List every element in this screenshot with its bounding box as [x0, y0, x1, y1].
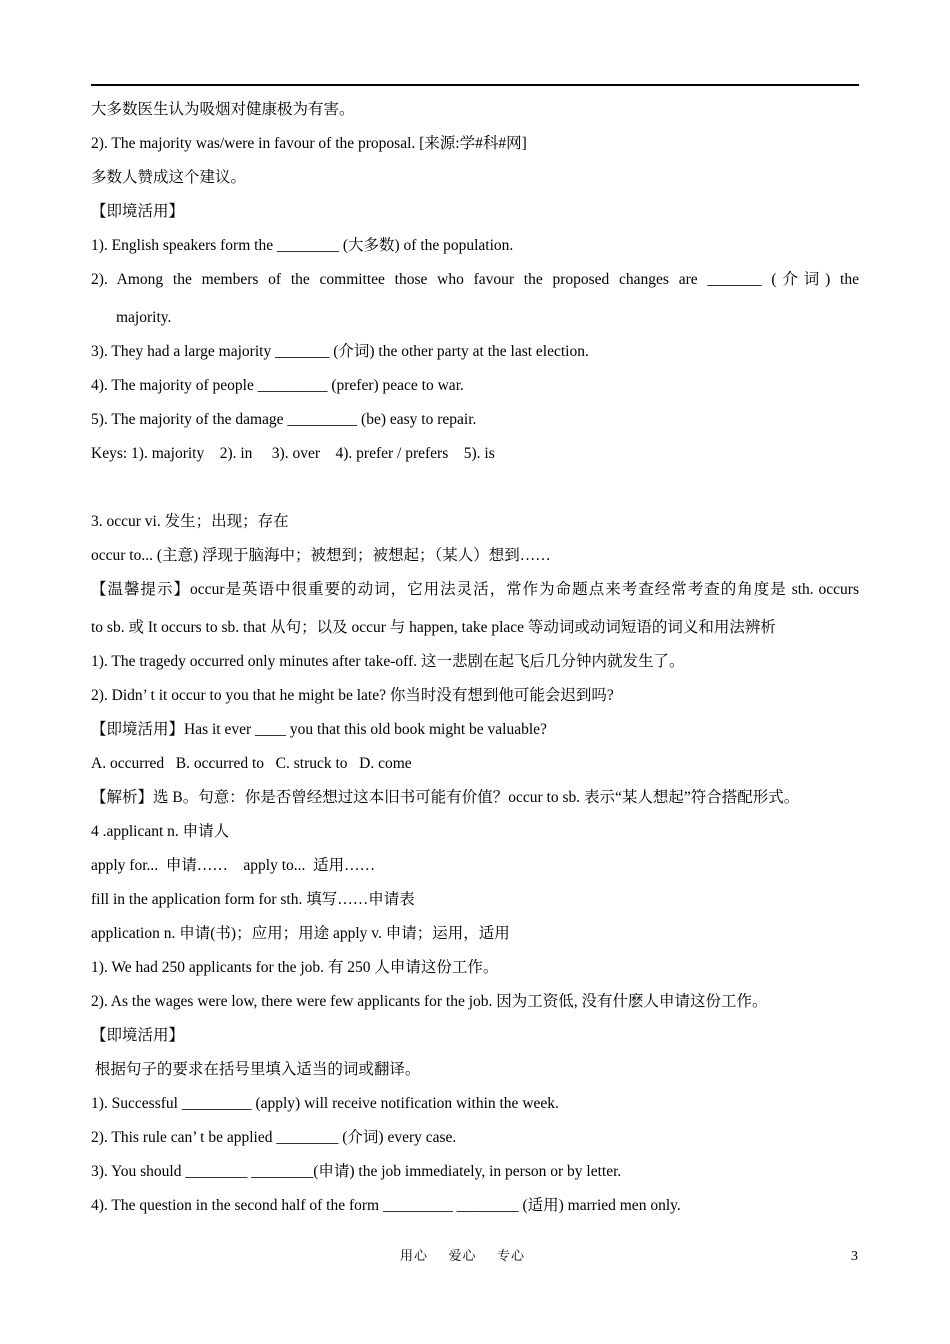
exercise-item: 4). The question in the second half of the form _________ ________ (适用) married men only.: [91, 1197, 681, 1214]
exercise-item: 2). This rule can’ t be applied ________ (介词) every case.: [91, 1129, 457, 1146]
section-heading: 【即境活用】: [91, 203, 185, 220]
exercise-item: 1). Successful _________ (apply) will receive notification within the week.: [91, 1095, 559, 1112]
text-line: 2). The majority was/were in favour of the proposal. [来源:学#科#网]: [91, 135, 527, 152]
example-sentence: 2). As the wages were low, there were few applicants for the job. 因为工资低, 没有什麽人申请这份工作。: [91, 993, 768, 1010]
page-number: 3: [851, 1249, 858, 1264]
exercise-item: 2). Among the members of the committee those who favour the proposed changes are _______ (介词) the: [91, 271, 859, 288]
section-heading: 【即境活用】: [91, 1027, 185, 1044]
exercise-item-continuation: majority.: [116, 309, 172, 326]
tip-line: to sb. 或 It occurs to sb. that 从句；以及 occur 与 happen, take place 等动词或动词短语的词义和用法辨析: [91, 619, 776, 636]
text-line: fill in the application form for sth. 填写……申请表: [91, 891, 415, 908]
page-body: [91, 97, 859, 1227]
blank-line: [91, 475, 859, 509]
text-line: 大多数医生认为吸烟对健康极为有害。: [91, 101, 355, 118]
header-rule: [91, 84, 859, 86]
exercise-item: 4). The majority of people _________ (prefer) peace to war.: [91, 377, 464, 394]
text-line: apply for... 申请…… apply to... 适用……: [91, 857, 376, 874]
example-sentence: 1). We had 250 applicants for the job. 有 250 人申请这份工作。: [91, 959, 499, 976]
vocab-heading: 4 .applicant n. 申请人: [91, 823, 230, 840]
text-line: occur to... (主意) 浮现于脑海中；被想到；被想起；（某人）想到……: [91, 547, 551, 564]
example-sentence: 1). The tragedy occurred only minutes after take-off. 这一悲剧在起飞后几分钟内就发生了。: [91, 653, 685, 670]
footer-motto: 用心 爱心 专心: [400, 1249, 526, 1264]
exercise-item: 1). English speakers form the ________ (大多数) of the population.: [91, 237, 514, 254]
tip-line: 【温馨提示】occur是英语中很重要的动词，它用法灵活，常作为命题点来考查经常考查的角度是 sth. occurs: [91, 581, 859, 598]
answer-keys: Keys: 1). majority 2). in 3). over 4). prefer / prefers 5). is: [91, 445, 495, 462]
exercise-item: 3). They had a large majority _______ (介词) the other party at the last election.: [91, 343, 589, 360]
exercise-item: 【即境活用】Has it ever ____ you that this old book might be valuable?: [91, 721, 547, 738]
instruction-line: 根据句子的要求在括号里填入适当的词或翻译。: [91, 1061, 421, 1078]
example-sentence: 2). Didn’ t it occur to you that he might be late? 你当时没有想到他可能会迟到吗?: [91, 687, 614, 704]
vocab-heading: 3. occur vi. 发生；出现；存在: [91, 513, 289, 530]
text-line: application n. 申请(书)；应用；用途 apply v. 申请；运用，适用: [91, 925, 510, 942]
analysis-line: 【解析】选 B。句意：你是否曾经想过这本旧书可能有价值？occur to sb. 表示“某人想起”符合搭配形式。: [91, 789, 800, 806]
text-line: 多数人赞成这个建议。: [91, 169, 247, 186]
exercise-item: 3). You should ________ ________(申请) the job immediately, in person or by letter.: [91, 1163, 622, 1180]
answer-options: A. occurred B. occurred to C. struck to D. come: [91, 755, 412, 772]
exercise-item: 5). The majority of the damage _________ (be) easy to repair.: [91, 411, 477, 428]
